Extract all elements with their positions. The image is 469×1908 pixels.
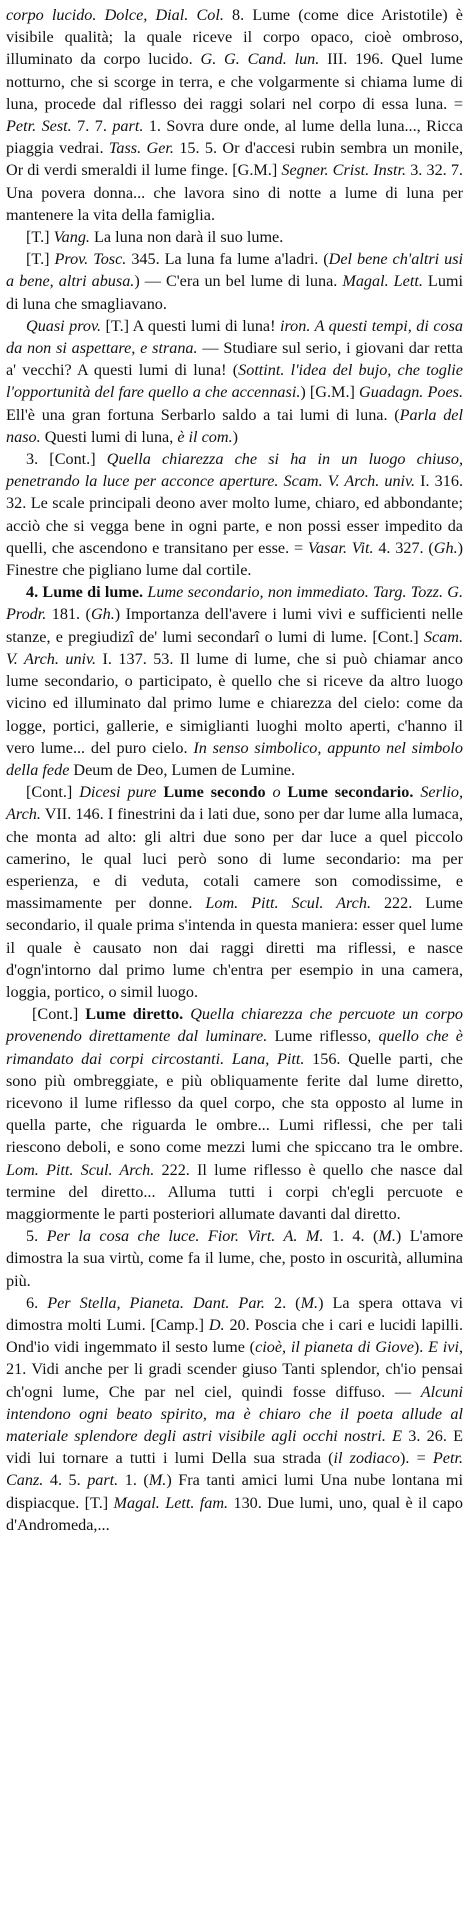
body-text: 5.: [26, 1227, 47, 1246]
body-text: ) Fra tanti amici lumi Una nube lontana mi dispiacque. [T.]: [6, 1471, 464, 1512]
italic-text: Petr. Canz.: [6, 1449, 463, 1490]
body-text: 1. (: [118, 1471, 149, 1490]
body-text: ).: [413, 1338, 429, 1357]
body-text: 3. [Cont.]: [26, 450, 107, 469]
body-text: ) L'amore dimostra la sua virtù, come fa il lume, che, posto in oscurità, allumina più.: [6, 1227, 463, 1290]
italic-text: Lom. Pitt. Scul. Arch.: [205, 894, 371, 913]
body-text: ) [G.M.]: [300, 383, 360, 402]
italic-text: corpo lucido. Dolce, Dial. Col.: [6, 6, 224, 24]
entry-paragraph: [6, 781, 463, 1003]
body-text: 7. 7.: [71, 117, 113, 136]
italic-text: Dicesi pure: [79, 783, 157, 802]
entry-paragraph: [6, 1292, 463, 1536]
body-text: [Cont.]: [26, 783, 80, 802]
body-text: La luna non darà il suo lume.: [89, 228, 284, 247]
body-text: 8. Lume (come dice Aristotile) è visibile qualità; la quale riceve il corpo opaco, cioè ombroso, illuminato da corpo lucido.: [6, 6, 463, 69]
body-text: 6.: [26, 1293, 48, 1312]
italic-text: cioè, il pianeta di Giove: [255, 1338, 414, 1357]
body-text: 2. (: [264, 1293, 301, 1312]
italic-text: Per la cosa che luce. Fior. Virt. A. M.: [46, 1227, 324, 1246]
italic-text: Alcuni intendono ogni beato spirito, ma è chiaro che il poeta allude al materiale splendore degli astri visibile agli occhi nostri. E: [6, 1382, 463, 1445]
italic-text: Del bene ch'altri usi a bene, altri abusa.: [6, 250, 464, 291]
body-text: 181. (: [46, 605, 91, 624]
body-text: ) Importanza dell'avere i lumi vivi e sufficienti nelle stanze, e pregiudizî de' lumi secondarî o lumi di lume. [Cont.]: [6, 605, 463, 646]
body-text: 222. Il lume riflesso è quello che nasce dal termine del diretto... Alluma tutti i corpi ch'egli percuote e maggiormente le parti posteriori allumate davanti dal diretto.: [6, 1160, 463, 1223]
italic-text: iron. A questi tempi, di cosa da non si aspettare, e strana.: [6, 316, 463, 358]
italic-text: Scam. V. Arch. univ.: [6, 627, 463, 668]
italic-text: Lom. Pitt. Scul. Arch.: [6, 1160, 155, 1179]
italic-text: M.: [148, 1471, 167, 1490]
body-text: [T.]: [26, 250, 55, 269]
body-text: ) Finestre che pigliano lume dal cortile.: [6, 538, 464, 580]
italic-text: Magal. Lett.: [342, 272, 423, 291]
headword: Lume secondario.: [287, 783, 414, 802]
entry-paragraph: [6, 1003, 463, 1225]
headword: Lume diretto.: [85, 1005, 184, 1024]
body-text: Deum de Deo, Lumen de Lumine.: [69, 760, 296, 779]
body-text: Lume riflesso,: [267, 1027, 379, 1046]
entry-paragraph: [6, 4, 463, 226]
entry-paragraph: [6, 226, 463, 248]
body-text: III. 196. Quel lume notturno, che si scorge in terra, e che volgarmente si chiama lume di luna, procede dal riflesso dei raggi solari nel corpo di essa luna. =: [6, 50, 463, 113]
body-text: 222. Lume secondario, il quale prima s'intenda in questa maniera: esser quel lume il quale è causato non dai raggi diretti ma riflessi, e nasce d'ogn'intorno dal primo lume ch'entra per esempio in una camera, loggia, portico, o simil luogo.: [6, 894, 463, 1001]
body-text: 15. 5. Or d'accesi rubin sembra un monile, Or di verdi smeraldi il lume finge. [G.M.]: [6, 139, 464, 180]
entry-paragraph: [6, 248, 463, 315]
body-text: ): [232, 427, 239, 446]
headword: 4. Lume di lume.: [26, 583, 144, 602]
italic-text: Quella chiarezza che percuote un corpo provenendo direttamente dal luminare.: [6, 1005, 464, 1046]
body-text: I. 316. 32. Le scale principali deono aver molto lume, chiaro, ed abbondante; acciò che si vegga bene in ogni parte, e non possi esser impedito da quelli, che ascendono e transitano per esse. =: [6, 472, 463, 557]
italic-text: In senso simbolico, appunto nel simbolo della fede: [6, 738, 463, 779]
body-text: 130. Due lumi, uno, qual è il capo d'Andromeda,...: [6, 1493, 463, 1534]
italic-text: part.: [87, 1471, 119, 1490]
italic-text: Gh.: [90, 605, 115, 624]
body-text: Ell'è una gran fortuna Serbarlo saldo a tai lumi di luna. (: [6, 405, 400, 424]
body-text: ). =: [400, 1449, 433, 1468]
italic-text: Magal. Lett. fam.: [113, 1493, 229, 1512]
italic-text: quello che è rimandato dai corpi circostanti. Lana, Pitt.: [6, 1027, 463, 1068]
body-text: Questi lumi di luna,: [40, 427, 178, 446]
italic-text: G. G. Cand. lun.: [200, 50, 320, 69]
italic-text: Sottint. l'idea del bujo, che toglie l'opportunità del fare quello a che accennasi.: [6, 361, 463, 402]
body-text: [Cont.]: [32, 1005, 86, 1024]
italic-text: Quasi prov.: [26, 316, 102, 335]
italic-text: D.: [208, 1315, 225, 1334]
italic-text: Vang.: [53, 228, 90, 247]
italic-text: Segner. Crist. Instr.: [281, 161, 407, 180]
italic-text: M.: [378, 1227, 396, 1246]
body-text: [T.] A questi lumi di luna!: [101, 316, 280, 335]
body-text: ) La spera ottava vi dimostra molti Lumi. [Camp.]: [6, 1293, 464, 1334]
italic-text: Parla del naso.: [6, 405, 463, 446]
italic-text: E ivi: [428, 1338, 459, 1357]
italic-text: Per Stella, Pianeta. Dant. Par.: [47, 1293, 265, 1312]
italic-text: il zodiaco: [333, 1449, 401, 1468]
italic-text: Vasar. Vit.: [307, 538, 374, 557]
italic-text: Tass. Ger.: [108, 139, 174, 158]
body-text: 4. 5.: [43, 1471, 88, 1490]
italic-text: part.: [112, 117, 144, 136]
body-text: 156. Quelle parti, che sono più ombreggiate, e più obliquamente ferite dal lume diretto, ricevono il lume riflesso da quel corpo, che sta opposto al lume in quella parte, che riguarda le ombre... Lumi riflessi, che per tali riescono deboli, e sono come mezzi lumi che spiccano tra le ombre.: [6, 1049, 463, 1157]
body-text: I. 137. 53. Il lume di lume, che si può chiamar anco lume secondario, o participato, è quello che si riceve da altro luogo vicino ed illuminato dal primo lume e chiarezza del cielo: come da logge, portici, gallerie, e simiglianti luoghi molto aperti, c'hanno il vero lume... del puro cielo.: [6, 649, 463, 757]
body-text: 345. La luna fa lume a'ladri. (: [126, 250, 329, 269]
body-text: ) — C'era un bel lume di luna.: [134, 272, 343, 291]
body-text: VII. 146. I finestrini da i lati due, sono per dar lume alla lumaca, che monta ad alto: gli altri due sono per dar luce a quel piccolo camerino, le qual luci però sono di lume secondario: ma per esperienza, e di veduta, cotali camere son comodissime, e massimamente per donne.: [6, 805, 463, 913]
entry-paragraph: [6, 581, 463, 781]
italic-text: Guadagn. Poes.: [359, 383, 463, 402]
body-text: 1. Sovra dure onde, al lume della luna..., Ricca piaggia vedrai.: [6, 117, 463, 158]
body-text: — Studiare sul serio, i giovani dar retta a' vecchi? A questi lumi di luna! (: [6, 339, 463, 380]
entry-paragraph: [6, 315, 463, 448]
italic-text: o: [272, 783, 281, 802]
italic-text: Quella chiarezza che si ha in un luogo chiuso, penetrando la luce per acconce aperture. Scam. V. Arch. univ.: [6, 450, 463, 491]
italic-text: Serlio, Arch.: [6, 783, 464, 824]
body-text: [T.]: [26, 228, 54, 247]
body-text: 3. 32. 7. Una povera donna... che lavora sino di notte a lume di luna per mantenere la vita della famiglia.: [6, 161, 463, 224]
body-text: , 21. Vidi anche per li gradi scender giuso Tanti splendor, ch'io pensai ch'ogni lume, Che par nel ciel, quindi fosse diffuso. —: [6, 1338, 463, 1401]
italic-text: è il com.: [177, 427, 233, 446]
italic-text: Gh.: [433, 538, 458, 557]
entry-paragraph: [6, 448, 463, 581]
body-text: 3. 26. E vidi lui tornare a tutti i lumi Della sua strada (: [6, 1427, 463, 1468]
headword: Lume secondo: [163, 783, 266, 802]
body-text: 1. 4. (: [323, 1227, 379, 1246]
italic-text: Lume secondario, non immediato. Targ. Tozz. G. Prodr.: [6, 583, 464, 624]
italic-text: Petr. Sest.: [6, 117, 72, 136]
body-text: Lumi di luna che smagliavano.: [6, 272, 464, 313]
body-text: 4. 327. (: [373, 538, 434, 557]
italic-text: Prov. Tosc.: [54, 250, 127, 269]
italic-text: M.: [300, 1293, 319, 1312]
body-text: 20. Poscia che i cari e lucidi lapilli. Ond'io vidi ingemmato il sesto lume (: [6, 1315, 464, 1357]
entry-paragraph: [6, 1225, 463, 1292]
